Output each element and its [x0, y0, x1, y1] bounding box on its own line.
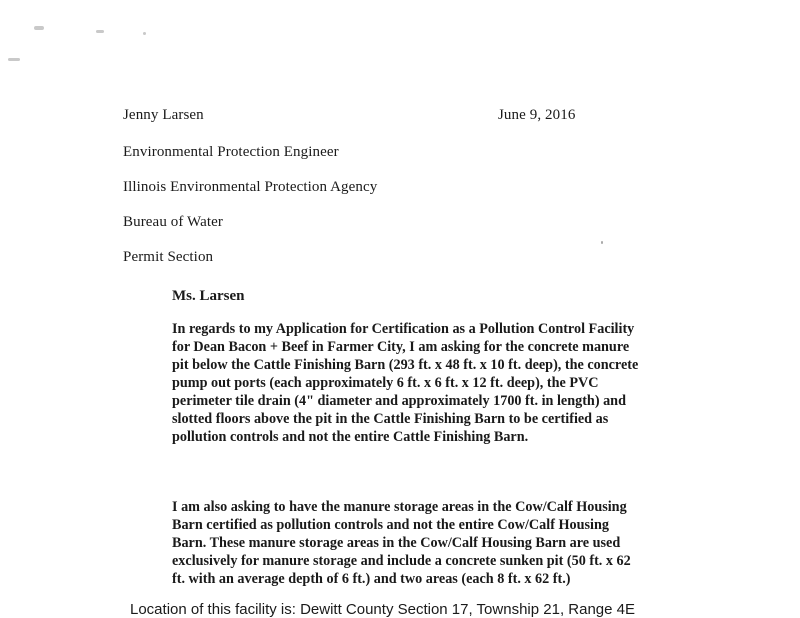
- address-agency: Illinois Environmental Protection Agency: [123, 179, 378, 195]
- salutation: Ms. Larsen: [172, 288, 245, 304]
- paragraph-line: Barn. These manure storage areas in the Cow/Calf Housing Barn are used: [172, 535, 621, 551]
- facility-location: Location of this facility is: Dewitt County Section 17, Township 21, Range 4E: [130, 601, 635, 618]
- scan-speck: [96, 30, 104, 33]
- address-section: Permit Section: [123, 249, 214, 265]
- paragraph-line: for Dean Bacon + Beef in Farmer City, I am asking for the concrete manure: [172, 339, 630, 355]
- paragraph-line: I am also asking to have the manure storage areas in the Cow/Calf Housing: [172, 499, 627, 515]
- scan-speck: [8, 58, 20, 61]
- scan-speck: [143, 32, 146, 35]
- paragraph-line: perimeter tile drain (4" diameter and approximately 1700 ft. in length) and: [172, 393, 626, 409]
- scan-speck: [601, 241, 603, 244]
- address-bureau: Bureau of Water: [123, 214, 223, 230]
- scan-speck: [34, 26, 44, 30]
- letter-date: June 9, 2016: [498, 107, 576, 123]
- paragraph-line: Barn certified as pollution controls and not the entire Cow/Calf Housing: [172, 517, 609, 533]
- paragraph-line: In regards to my Application for Certification as a Pollution Control Facility: [172, 321, 635, 337]
- address-title: Environmental Protection Engineer: [123, 144, 339, 160]
- paragraph-line: slotted floors above the pit in the Cattle Finishing Barn to be certified as: [172, 411, 609, 427]
- paragraph-line: exclusively for manure storage and include a concrete sunken pit (50 ft. x 62: [172, 553, 631, 569]
- paragraph-line: pit below the Cattle Finishing Barn (293 ft. x 48 ft. x 10 ft. deep), the concrete: [172, 357, 639, 373]
- paragraph-line: pollution controls and not the entire Cattle Finishing Barn.: [172, 429, 529, 445]
- sender-name: Jenny Larsen: [123, 107, 204, 123]
- paragraph-line: ft. with an average depth of 6 ft.) and two areas (each 8 ft. x 62 ft.): [172, 571, 571, 587]
- paragraph-line: pump out ports (each approximately 6 ft. x 6 ft. x 12 ft. deep), the PVC: [172, 375, 599, 391]
- paragraph-cattle-finishing-barn: [172, 320, 692, 446]
- paragraph-cow-calf-housing-barn: [172, 498, 692, 588]
